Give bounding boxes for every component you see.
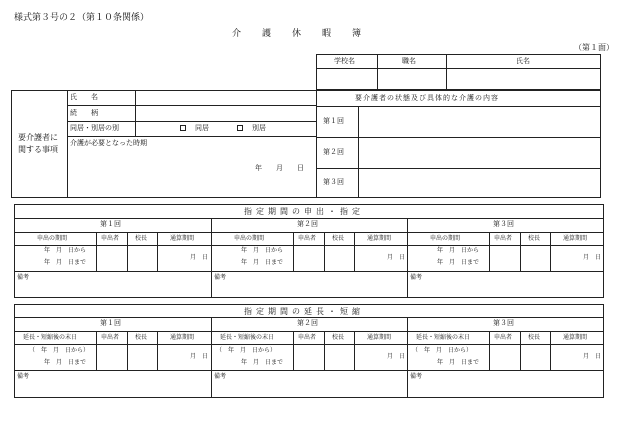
staff-name-label: 氏名	[516, 57, 530, 65]
separate-checkbox[interactable]	[237, 125, 243, 131]
ext-principal-seal-2[interactable]	[326, 346, 353, 369]
ext-remarks-field-3[interactable]	[409, 381, 603, 397]
total-days-2: 月 日	[387, 254, 406, 261]
ext-total-header-3: 通算期間	[563, 334, 588, 341]
period-header-2: 申出の期間	[234, 235, 265, 242]
ext-to-1: 年 月 日まで	[44, 359, 87, 366]
applicant-header-2: 申出者	[298, 235, 317, 242]
cohabit-checkbox[interactable]	[180, 125, 186, 131]
designation-round-1: 第１回	[100, 220, 121, 228]
designation-round-2: 第２回	[297, 220, 318, 228]
total-header-2: 通算期間	[367, 235, 392, 242]
ext-applicant-header-1: 申出者	[101, 334, 120, 341]
period-to-1: 年 月 日まで	[44, 259, 87, 266]
care-target-group-label: 要介護者に	[18, 133, 58, 142]
ext-principal-header-1: 校長	[135, 334, 148, 341]
ext-applicant-header-2: 申出者	[298, 334, 317, 341]
condition-header: 要介護者の状態及び具体的な介護の内容	[355, 94, 499, 102]
principal-seal-1[interactable]	[129, 247, 156, 270]
ext-applicant-seal-2[interactable]	[295, 346, 323, 369]
ext-total-days-1: 月 日	[190, 353, 209, 360]
separate-label: 別居	[252, 124, 266, 132]
extension-title: 指定期間の延長・短縮	[244, 307, 364, 316]
principal-header-2: 校長	[332, 235, 345, 242]
applicant-seal-2[interactable]	[295, 247, 323, 270]
designation-round-3: 第３回	[493, 220, 514, 228]
total-header-1: 通算期間	[170, 235, 195, 242]
extension-round-1: 第１回	[100, 319, 121, 327]
ext-principal-header-3: 校長	[528, 334, 541, 341]
applicant-seal-1[interactable]	[98, 247, 126, 270]
school-name-label: 学校名	[334, 57, 355, 65]
condition-field-3[interactable]	[360, 170, 600, 197]
ext-applicant-seal-3[interactable]	[491, 346, 519, 369]
end-header-3: 延長・短縮後の末日	[416, 334, 471, 341]
ext-applicant-seal-1[interactable]	[98, 346, 126, 369]
condition-field-1[interactable]	[360, 108, 600, 136]
condition-round-2: 第２回	[323, 148, 344, 156]
remarks-label-2: 備考	[214, 274, 227, 281]
ext-to-3: 年 月 日まで	[437, 359, 480, 366]
form-number: 様式第３号の２（第１０条関係）	[14, 13, 150, 23]
remarks-label-1: 備考	[17, 274, 30, 281]
ext-remarks-field-2[interactable]	[213, 381, 406, 397]
ext-from-1: （ 年 月 日から）	[29, 347, 90, 354]
ext-applicant-header-3: 申出者	[494, 334, 513, 341]
page-title: 介 護 休 暇 簿	[232, 29, 368, 39]
cohabit-label: 同居	[195, 124, 209, 132]
school-name-field[interactable]	[318, 70, 376, 88]
applicant-header-3: 申出者	[494, 235, 513, 242]
end-header-2: 延長・短縮後の末日	[220, 334, 275, 341]
principal-seal-3[interactable]	[522, 247, 549, 270]
ext-total-days-2: 月 日	[387, 353, 406, 360]
principal-header-3: 校長	[528, 235, 541, 242]
period-header-1: 申出の期間	[37, 235, 68, 242]
condition-field-2[interactable]	[360, 139, 600, 167]
page-number: （第１面）	[574, 43, 614, 52]
ext-from-2: （ 年 月 日から）	[216, 347, 277, 354]
total-days-1: 月 日	[190, 254, 209, 261]
period-to-3: 年 月 日まで	[437, 259, 480, 266]
need-since-date: 年 月 日	[255, 164, 304, 172]
total-days-3: 月 日	[583, 254, 602, 261]
remarks-field-2[interactable]	[213, 282, 406, 297]
ext-remarks-label-3: 備考	[410, 373, 423, 380]
applicant-header-1: 申出者	[101, 235, 120, 242]
principal-seal-2[interactable]	[326, 247, 353, 270]
living-label: 同居・別居の別	[70, 124, 119, 132]
period-header-3: 申出の期間	[430, 235, 461, 242]
ext-total-header-1: 通算期間	[170, 334, 195, 341]
designation-title: 指定期間の申出・指定	[244, 207, 364, 216]
ext-principal-seal-3[interactable]	[522, 346, 549, 369]
period-from-1: 年 月 日から	[44, 247, 87, 254]
need-since-label: 介護が必要となった時期	[70, 139, 147, 147]
period-from-2: 年 月 日から	[241, 247, 284, 254]
post-label: 職名	[402, 57, 416, 65]
ext-from-3: （ 年 月 日から）	[412, 347, 473, 354]
ext-to-2: 年 月 日まで	[241, 359, 284, 366]
extension-round-2: 第２回	[297, 319, 318, 327]
remarks-field-1[interactable]	[16, 282, 210, 297]
ext-remarks-field-1[interactable]	[16, 381, 210, 397]
remarks-label-3: 備考	[410, 274, 423, 281]
principal-header-1: 校長	[135, 235, 148, 242]
care-name-label: 氏 名	[70, 93, 98, 101]
relation-label: 続 柄	[70, 109, 98, 117]
total-header-3: 通算期間	[563, 235, 588, 242]
period-from-3: 年 月 日から	[437, 247, 480, 254]
ext-remarks-label-2: 備考	[214, 373, 227, 380]
end-header-1: 延長・短縮後の末日	[23, 334, 78, 341]
ext-remarks-label-1: 備考	[17, 373, 30, 380]
extension-round-3: 第３回	[493, 319, 514, 327]
care-name-field[interactable]	[137, 92, 315, 104]
remarks-field-3[interactable]	[409, 282, 603, 297]
period-to-2: 年 月 日まで	[241, 259, 284, 266]
ext-principal-seal-1[interactable]	[129, 346, 156, 369]
applicant-seal-3[interactable]	[491, 247, 519, 270]
ext-principal-header-2: 校長	[332, 334, 345, 341]
staff-name-field[interactable]	[448, 70, 600, 88]
post-field[interactable]	[379, 70, 445, 88]
relation-field[interactable]	[137, 107, 315, 120]
condition-round-1: 第１回	[323, 117, 344, 125]
ext-total-days-3: 月 日	[583, 353, 602, 360]
condition-round-3: 第３回	[323, 178, 344, 186]
ext-total-header-2: 通算期間	[367, 334, 392, 341]
care-target-group-label-2: 関する事項	[18, 145, 58, 154]
